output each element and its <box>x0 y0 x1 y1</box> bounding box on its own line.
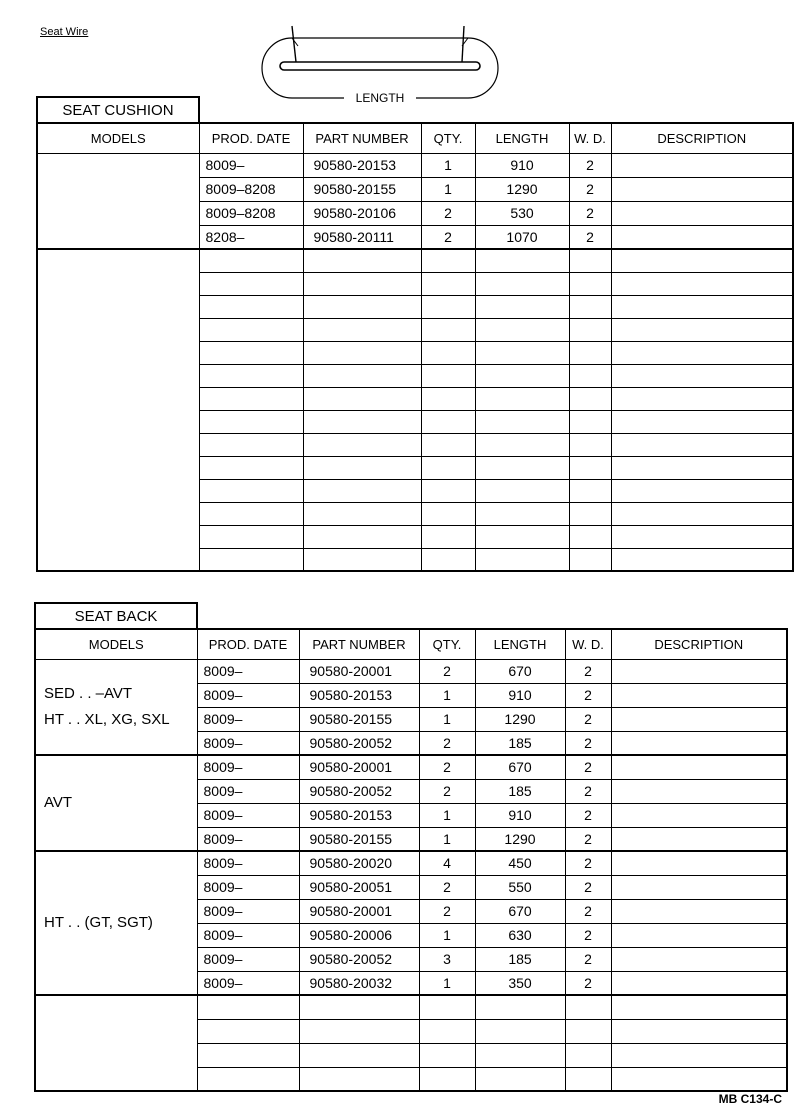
empty-cell <box>569 433 611 456</box>
empty-cell <box>421 318 475 341</box>
empty-cell <box>303 272 421 295</box>
empty-cell <box>475 456 569 479</box>
part-number-cell: 90580-20155 <box>303 177 421 201</box>
empty-cell <box>611 272 793 295</box>
qty-cell: 2 <box>419 659 475 683</box>
qty-cell: 1 <box>419 923 475 947</box>
part-number-cell: 90580-20001 <box>299 755 419 779</box>
empty-cell <box>421 249 475 272</box>
prod-date-cell: 8208– <box>199 225 303 249</box>
empty-cell <box>611 456 793 479</box>
model-name: SED . . –AVT <box>44 684 133 702</box>
empty-cell <box>199 341 303 364</box>
empty-cell <box>611 364 793 387</box>
empty-cell <box>299 1067 419 1091</box>
empty-cell <box>421 295 475 318</box>
length-arrow-left <box>292 38 298 46</box>
empty-cell <box>421 456 475 479</box>
empty-cell <box>569 548 611 571</box>
empty-cell <box>199 456 303 479</box>
empty-cell <box>303 295 421 318</box>
qty-cell: 1 <box>419 803 475 827</box>
description-cell <box>611 899 787 923</box>
wd-cell: 2 <box>565 755 611 779</box>
length-cell: 185 <box>475 731 565 755</box>
part-number-cell: 90580-20020 <box>299 851 419 875</box>
empty-cell <box>419 1019 475 1043</box>
wd-cell: 2 <box>569 153 611 177</box>
empty-cell <box>419 1043 475 1067</box>
empty-cell <box>197 1019 299 1043</box>
column-header: W. D. <box>569 123 611 153</box>
empty-cell <box>421 548 475 571</box>
length-cell: 530 <box>475 201 569 225</box>
description-cell <box>611 683 787 707</box>
qty-cell: 2 <box>419 779 475 803</box>
empty-cell <box>569 295 611 318</box>
empty-cell <box>611 341 793 364</box>
empty-cell <box>421 433 475 456</box>
prod-date-cell: 8009– <box>199 153 303 177</box>
wd-cell: 2 <box>565 899 611 923</box>
wd-cell: 2 <box>565 875 611 899</box>
column-header: PROD. DATE <box>197 629 299 659</box>
blank-row <box>37 249 793 272</box>
part-number-cell: 90580-20106 <box>303 201 421 225</box>
length-cell: 1290 <box>475 827 565 851</box>
qty-cell: 1 <box>421 177 475 201</box>
prod-date-cell: 8009– <box>197 875 299 899</box>
wd-cell: 2 <box>565 803 611 827</box>
models-cell <box>35 659 197 755</box>
empty-cell <box>569 479 611 502</box>
wd-cell: 2 <box>565 923 611 947</box>
empty-cell <box>197 995 299 1019</box>
empty-cell <box>565 1019 611 1043</box>
wd-cell: 2 <box>569 177 611 201</box>
empty-cell <box>475 1067 565 1091</box>
description-cell <box>611 201 793 225</box>
part-number-cell: 90580-20155 <box>299 707 419 731</box>
qty-cell: 1 <box>419 971 475 995</box>
seat-back-title: SEAT BACK <box>34 602 198 628</box>
empty-cell <box>197 1043 299 1067</box>
models-cell <box>37 153 199 249</box>
empty-cell <box>421 479 475 502</box>
document-title: Seat Wire <box>40 26 89 38</box>
qty-cell: 2 <box>421 225 475 249</box>
empty-cell <box>475 525 569 548</box>
table-row <box>35 659 787 683</box>
blank-row <box>35 995 787 1019</box>
description-cell <box>611 971 787 995</box>
empty-cell <box>303 364 421 387</box>
empty-cell <box>475 364 569 387</box>
seat-cushion-title: SEAT CUSHION <box>36 96 200 122</box>
length-cell: 1070 <box>475 225 569 249</box>
qty-cell: 2 <box>419 731 475 755</box>
empty-cell <box>611 1043 787 1067</box>
length-cell: 910 <box>475 683 565 707</box>
column-header: PART NUMBER <box>299 629 419 659</box>
part-number-cell: 90580-20006 <box>299 923 419 947</box>
qty-cell: 1 <box>421 153 475 177</box>
empty-cell <box>611 318 793 341</box>
wd-cell: 2 <box>565 683 611 707</box>
empty-cell <box>299 1043 419 1067</box>
prod-date-cell: 8009– <box>197 803 299 827</box>
empty-cell <box>199 272 303 295</box>
part-number-cell: 90580-20052 <box>299 947 419 971</box>
length-cell: 1290 <box>475 707 565 731</box>
part-number-cell: 90580-20111 <box>303 225 421 249</box>
empty-cell <box>303 249 421 272</box>
column-header: LENGTH <box>475 123 569 153</box>
empty-cell <box>421 525 475 548</box>
description-cell <box>611 225 793 249</box>
empty-cell <box>421 341 475 364</box>
empty-cell <box>475 341 569 364</box>
empty-cell <box>419 1067 475 1091</box>
prod-date-cell: 8009–8208 <box>199 201 303 225</box>
description-cell <box>611 875 787 899</box>
part-number-cell: 90580-20153 <box>299 683 419 707</box>
page-code: MB C134-C <box>718 1092 782 1106</box>
prod-date-cell: 8009– <box>197 683 299 707</box>
prod-date-cell: 8009– <box>197 923 299 947</box>
description-cell <box>611 803 787 827</box>
qty-cell: 2 <box>421 201 475 225</box>
empty-cell <box>199 479 303 502</box>
column-header: W. D. <box>565 629 611 659</box>
column-header: MODELS <box>37 123 199 153</box>
empty-cell <box>303 433 421 456</box>
seat-back-table <box>34 628 788 1092</box>
length-cell: 670 <box>475 755 565 779</box>
empty-cell <box>199 525 303 548</box>
empty-cell <box>419 995 475 1019</box>
description-cell <box>611 851 787 875</box>
prod-date-cell: 8009– <box>197 731 299 755</box>
length-cell: 185 <box>475 779 565 803</box>
empty-cell <box>565 995 611 1019</box>
length-cell: 670 <box>475 659 565 683</box>
empty-cell <box>611 410 793 433</box>
length-cell: 630 <box>475 923 565 947</box>
empty-cell <box>299 995 419 1019</box>
length-cell: 1290 <box>475 177 569 201</box>
empty-cell <box>475 548 569 571</box>
length-cell: 910 <box>475 153 569 177</box>
model-name: HT . . (GT, SGT) <box>44 914 153 931</box>
part-number-cell: 90580-20051 <box>299 875 419 899</box>
empty-cell <box>199 318 303 341</box>
wd-cell: 2 <box>565 731 611 755</box>
empty-cell <box>199 249 303 272</box>
wd-cell: 2 <box>565 851 611 875</box>
empty-cell <box>303 318 421 341</box>
part-number-cell: 90580-20001 <box>299 899 419 923</box>
empty-cell <box>303 387 421 410</box>
description-cell <box>611 731 787 755</box>
table-header-row <box>37 123 793 153</box>
empty-cell <box>611 295 793 318</box>
wd-cell: 2 <box>565 971 611 995</box>
column-header: PROD. DATE <box>199 123 303 153</box>
length-cell: 670 <box>475 899 565 923</box>
qty-cell: 1 <box>419 707 475 731</box>
empty-cell <box>199 548 303 571</box>
wd-cell: 2 <box>565 947 611 971</box>
prod-date-cell: 8009– <box>197 899 299 923</box>
qty-cell: 1 <box>419 827 475 851</box>
length-cell: 450 <box>475 851 565 875</box>
empty-cell <box>611 995 787 1019</box>
model-name: AVT <box>44 794 73 811</box>
description-cell <box>611 707 787 731</box>
empty-cell <box>475 995 565 1019</box>
empty-cell <box>611 1067 787 1091</box>
wd-cell: 2 <box>565 827 611 851</box>
empty-cell <box>569 364 611 387</box>
empty-cell <box>611 525 793 548</box>
prod-date-cell: 8009– <box>197 707 299 731</box>
description-cell <box>611 779 787 803</box>
empty-cell <box>569 502 611 525</box>
empty-cell <box>303 410 421 433</box>
column-header: PART NUMBER <box>303 123 421 153</box>
empty-cell <box>569 410 611 433</box>
qty-cell: 1 <box>419 683 475 707</box>
empty-cell <box>611 548 793 571</box>
qty-cell: 2 <box>419 755 475 779</box>
empty-cell <box>197 1067 299 1091</box>
empty-cell <box>199 502 303 525</box>
column-header: DESCRIPTION <box>611 123 793 153</box>
description-cell <box>611 659 787 683</box>
description-cell <box>611 947 787 971</box>
empty-cell <box>611 502 793 525</box>
empty-cell <box>421 387 475 410</box>
prod-date-cell: 8009– <box>197 779 299 803</box>
wd-cell: 2 <box>565 707 611 731</box>
empty-cell <box>565 1067 611 1091</box>
empty-cell <box>569 249 611 272</box>
empty-cell <box>299 1019 419 1043</box>
description-cell <box>611 177 793 201</box>
empty-cell <box>303 502 421 525</box>
length-cell: 550 <box>475 875 565 899</box>
part-number-cell: 90580-20032 <box>299 971 419 995</box>
empty-cell <box>569 387 611 410</box>
part-number-cell: 90580-20001 <box>299 659 419 683</box>
empty-cell <box>475 249 569 272</box>
description-cell <box>611 923 787 947</box>
part-number-cell: 90580-20155 <box>299 827 419 851</box>
wd-cell: 2 <box>565 779 611 803</box>
empty-cell <box>303 456 421 479</box>
part-number-cell: 90580-20052 <box>299 731 419 755</box>
qty-cell: 2 <box>419 875 475 899</box>
length-cell: 910 <box>475 803 565 827</box>
empty-cell <box>475 318 569 341</box>
models-cell <box>37 249 199 571</box>
empty-cell <box>303 341 421 364</box>
empty-cell <box>611 479 793 502</box>
empty-cell <box>475 433 569 456</box>
column-header: MODELS <box>35 629 197 659</box>
part-number-cell: 90580-20153 <box>299 803 419 827</box>
empty-cell <box>475 272 569 295</box>
wd-cell: 2 <box>569 201 611 225</box>
qty-cell: 3 <box>419 947 475 971</box>
table-header-row <box>35 629 787 659</box>
empty-cell <box>569 525 611 548</box>
empty-cell <box>421 502 475 525</box>
empty-cell <box>199 295 303 318</box>
prod-date-cell: 8009– <box>197 827 299 851</box>
models-cell <box>35 995 197 1091</box>
empty-cell <box>303 479 421 502</box>
seat-wire-diagram <box>240 24 520 114</box>
prod-date-cell: 8009– <box>197 971 299 995</box>
empty-cell <box>475 502 569 525</box>
empty-cell <box>475 1019 565 1043</box>
empty-cell <box>565 1043 611 1067</box>
empty-cell <box>611 249 793 272</box>
prod-date-cell: 8009– <box>197 755 299 779</box>
column-header: DESCRIPTION <box>611 629 787 659</box>
empty-cell <box>569 272 611 295</box>
empty-cell <box>569 456 611 479</box>
column-header: QTY. <box>419 629 475 659</box>
wd-cell: 2 <box>565 659 611 683</box>
seat-cushion-table <box>36 122 794 572</box>
table-row <box>37 153 793 177</box>
empty-cell <box>475 1043 565 1067</box>
models-cell <box>35 851 197 995</box>
part-number-cell: 90580-20153 <box>303 153 421 177</box>
prod-date-cell: 8009–8208 <box>199 177 303 201</box>
empty-cell <box>199 410 303 433</box>
table-row <box>35 851 787 875</box>
length-label: LENGTH <box>355 91 405 105</box>
empty-cell <box>611 387 793 410</box>
empty-cell <box>475 387 569 410</box>
empty-cell <box>475 295 569 318</box>
empty-cell <box>421 272 475 295</box>
description-cell <box>611 755 787 779</box>
empty-cell <box>569 341 611 364</box>
empty-cell <box>611 1019 787 1043</box>
length-cell: 185 <box>475 947 565 971</box>
empty-cell <box>475 410 569 433</box>
qty-cell: 4 <box>419 851 475 875</box>
empty-cell <box>199 364 303 387</box>
empty-cell <box>303 525 421 548</box>
models-cell <box>35 755 197 851</box>
empty-cell <box>421 410 475 433</box>
empty-cell <box>303 548 421 571</box>
table-row <box>35 755 787 779</box>
length-cell: 350 <box>475 971 565 995</box>
column-header: QTY. <box>421 123 475 153</box>
qty-cell: 2 <box>419 899 475 923</box>
part-number-cell: 90580-20052 <box>299 779 419 803</box>
empty-cell <box>421 364 475 387</box>
prod-date-cell: 8009– <box>197 947 299 971</box>
empty-cell <box>199 433 303 456</box>
wd-cell: 2 <box>569 225 611 249</box>
prod-date-cell: 8009– <box>197 851 299 875</box>
empty-cell <box>611 433 793 456</box>
empty-cell <box>475 479 569 502</box>
column-header: LENGTH <box>475 629 565 659</box>
description-cell <box>611 153 793 177</box>
wire-rod <box>280 62 480 70</box>
description-cell <box>611 827 787 851</box>
model-name: HT . . XL, XG, SXL <box>44 710 170 728</box>
prod-date-cell: 8009– <box>197 659 299 683</box>
empty-cell <box>199 387 303 410</box>
wire-hook-left <box>292 26 296 62</box>
empty-cell <box>569 318 611 341</box>
